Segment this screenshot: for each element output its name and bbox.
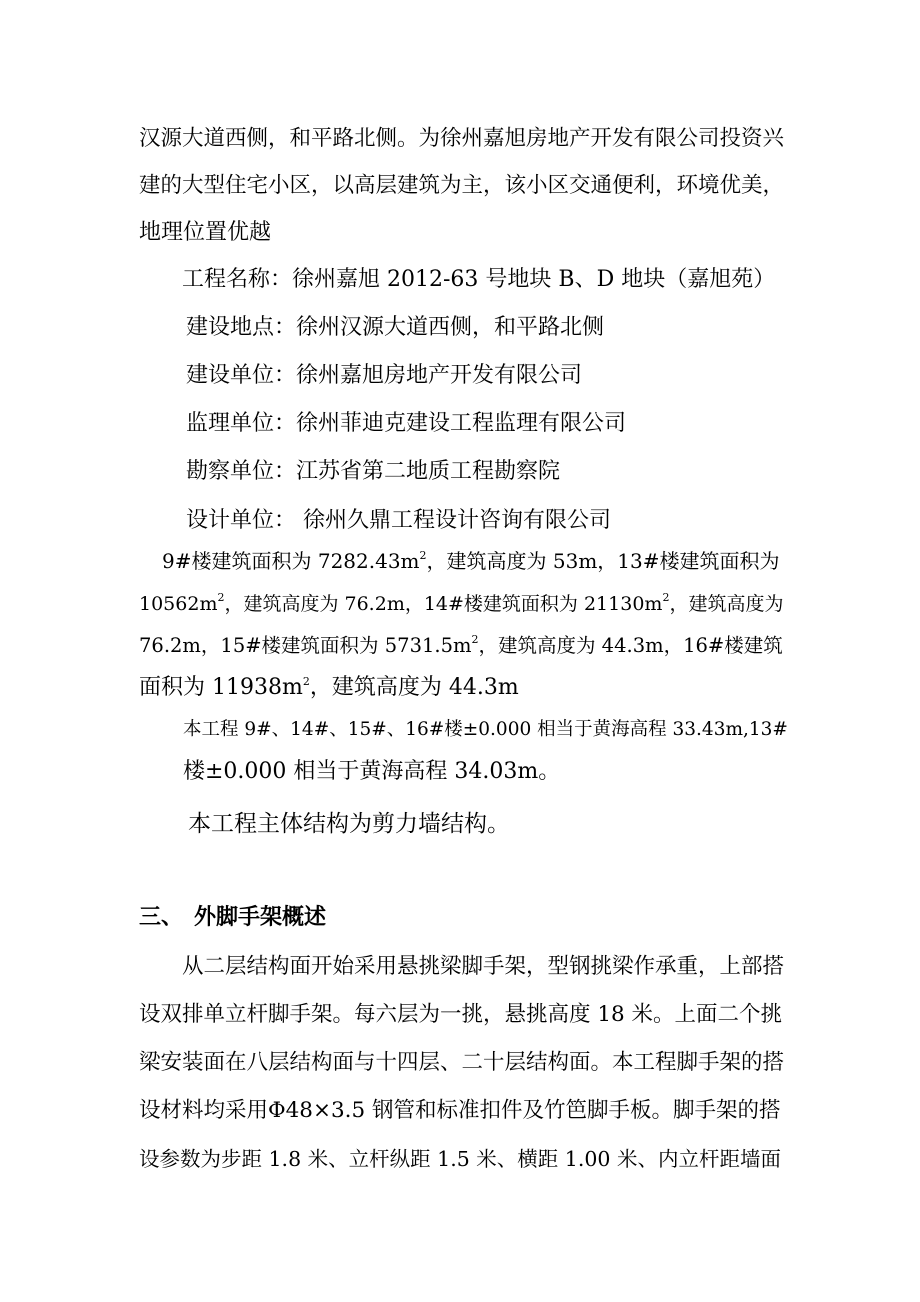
area-text: 10562m [139,593,218,615]
scaffold-line-1: 从二层结构面开始采用悬挑梁脚手架，型钢挑梁作承重，上部搭 [182,954,785,979]
area-text: 76.2m，15#楼建筑面积为 5731.5m [139,634,472,657]
project-location: 建设地点：徐州汉源大道西侧，和平路北侧 [186,315,605,340]
intro-line-1: 汉源大道西侧，和平路北侧。为徐州嘉旭房地产开发有限公司投资兴 [139,126,785,151]
area-line-3 [139,631,783,661]
superscript-2: 2 [419,549,427,562]
area-text: ，建筑高度为 76.2m，14#楼建筑面积为 21130m [224,593,663,615]
area-text: 9#楼建筑面积为 7282.43m [162,549,420,573]
scaffold-line-3: 梁安装面在八层结构面与十四层、二十层结构面。本工程脚手架的搭 [139,1050,785,1075]
structure-statement: 本工程主体结构为剪力墙结构。 [188,811,510,837]
area-line-1 [162,546,780,576]
area-text: ，建筑高度为 44.3m [309,675,519,700]
superscript-2: 2 [471,633,479,646]
project-survey: 勘察单位：江苏省第二地质工程勘察院 [186,459,561,484]
area-line-4 [139,673,519,703]
area-text: 面积为 11938m [139,675,303,700]
scaffold-line-4: 设材料均采用Φ48×3.5 钢管和标准扣件及竹笆脚手板。脚手架的搭 [139,1098,781,1123]
area-text: ，建筑高度为 44.3m，16#楼建筑 [478,634,783,657]
project-name: 工程名称：徐州嘉旭 2012-63 号地块 B、D 地块（嘉旭苑） [182,267,776,292]
area-text: ，建筑高度为 [669,593,784,615]
superscript-2: 2 [302,675,310,688]
project-builder: 建设单位：徐州嘉旭房地产开发有限公司 [186,363,583,388]
project-supervisor: 监理单位：徐州菲迪克建设工程监理有限公司 [186,411,627,436]
superscript-2: 2 [662,591,670,604]
intro-line-2: 建的大型住宅小区，以高层建筑为主，该小区交通便利，环境优美， [139,173,785,198]
area-text: ，建筑高度为 53m，13#楼建筑面积为 [426,549,780,573]
section-title: 外脚手架概述 [194,905,327,930]
intro-line-3: 地理位置优越 [139,220,272,245]
section-heading [139,903,326,933]
elevation-line-2: 楼±0.000 相当于黄海高程 34.03m。 [183,759,561,784]
project-designer: 设计单位： 徐州久鼎工程设计咨询有限公司 [186,508,611,533]
section-number: 三、 [139,905,184,930]
scaffold-line-2: 设双排单立杆脚手架。每六层为一挑，悬挑高度 18 米。上面二个挑 [139,1002,783,1027]
area-line-2 [139,589,783,619]
superscript-2: 2 [217,591,225,604]
elevation-line-1: 本工程 9#、14#、15#、16#楼±0.000 相当于黄海高程 33.43m,13# [183,719,788,740]
scaffold-line-5: 设参数为步距 1.8 米、立杆纵距 1.5 米、横距 1.00 米、内立杆距墙面 [139,1147,781,1171]
